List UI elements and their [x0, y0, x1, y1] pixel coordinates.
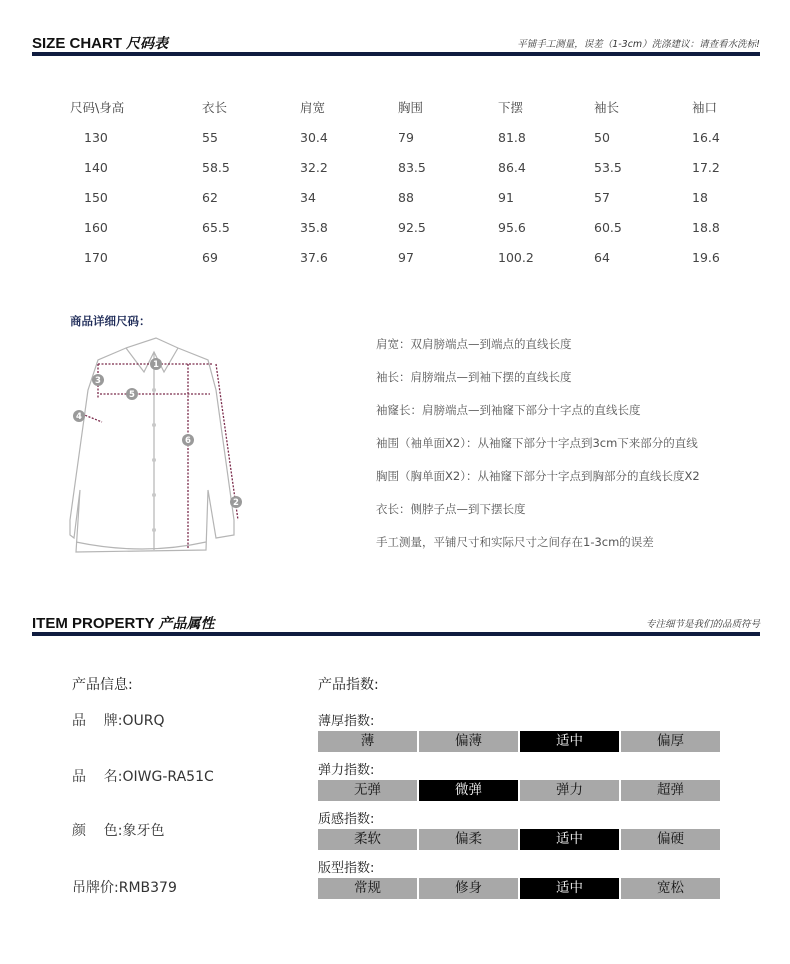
table-cell: 35.8	[300, 219, 328, 235]
table-cell: 16.4	[692, 129, 720, 145]
table-cell: 88	[398, 189, 414, 205]
description-cuff: 袖围（袖单面X2）：从袖窿下部分十字点到3cm下来部分的直线	[376, 436, 698, 450]
table-cell: 170	[84, 249, 108, 265]
column-header: 袖口	[692, 100, 718, 115]
size-chart-note: 平铺手工测量，误差（1-3cm）洗涤建议：请查看水洗标!	[517, 39, 760, 50]
thickness-index-label: 薄厚指数:	[318, 714, 375, 729]
index-option: 超弹	[621, 780, 720, 801]
table-cell: 19.6	[692, 249, 720, 265]
table-cell: 140	[84, 159, 108, 175]
size-chart-title-cn: 尺码表	[126, 36, 168, 52]
table-cell: 58.5	[202, 159, 230, 175]
table-cell: 79	[398, 129, 414, 145]
info-brand	[72, 710, 165, 730]
column-header: 下摆	[498, 100, 524, 115]
texture-index-scale	[318, 829, 720, 850]
index-option: 适中	[520, 829, 619, 850]
table-cell: 92.5	[398, 219, 426, 235]
item-property-title-cn: 产品属性	[158, 616, 215, 632]
index-option: 偏厚	[621, 731, 720, 752]
table-cell: 160	[84, 219, 108, 235]
table-cell: 17.2	[692, 159, 720, 175]
table-cell: 62	[202, 189, 218, 205]
table-row	[70, 152, 732, 182]
table-cell: 55	[202, 129, 218, 145]
shirt-measurement-diagram	[68, 330, 258, 560]
header-divider	[32, 52, 760, 56]
info-value: 象牙色	[122, 823, 165, 839]
item-property-title	[32, 613, 215, 633]
description-length: 衣长：侧脖子点—到下摆长度	[376, 502, 526, 516]
shirt-button	[152, 493, 156, 497]
marker-1-label: 1	[153, 360, 159, 370]
column-header: 衣长	[202, 100, 228, 115]
info-label: 颜 色:	[72, 823, 123, 839]
index-option: 无弹	[318, 780, 417, 801]
info-color	[72, 820, 165, 840]
table-row	[70, 182, 732, 212]
table-row	[70, 242, 732, 272]
index-option: 常规	[318, 878, 417, 899]
shirt-button	[152, 528, 156, 532]
info-value: RMB379	[118, 880, 177, 896]
index-option: 适中	[520, 878, 619, 899]
description-armhole: 袖窿长：肩膀端点—到袖窿下部分十字点的直线长度	[376, 403, 641, 417]
table-cell: 18.8	[692, 219, 720, 235]
table-cell: 100.2	[498, 249, 534, 265]
table-cell: 95.6	[498, 219, 526, 235]
shirt-outline	[70, 338, 234, 552]
header-divider	[32, 632, 760, 636]
index-option: 薄	[318, 731, 417, 752]
item-property-title-en: ITEM PROPERTY	[32, 615, 155, 632]
size-chart-header	[32, 30, 760, 56]
texture-index-label: 质感指数:	[318, 812, 375, 827]
index-option: 偏柔	[419, 829, 518, 850]
measurement-descriptions	[376, 336, 700, 567]
column-header: 胸围	[398, 100, 424, 115]
info-label: 吊牌价:	[72, 880, 119, 896]
info-tag-price	[72, 877, 177, 897]
item-property-note: 专注细节是我们的品质符号	[645, 619, 760, 630]
table-cell: 37.6	[300, 249, 328, 265]
table-cell: 81.8	[498, 129, 526, 145]
shirt-button	[152, 423, 156, 427]
description-chest: 胸围（胸单面X2）：从袖窿下部分十字点到胸部分的直线长度X2	[376, 469, 700, 483]
elasticity-index-label: 弹力指数:	[318, 763, 375, 778]
marker-3-label: 3	[95, 376, 101, 386]
column-header: 尺码\身高	[70, 100, 125, 115]
table-cell: 130	[84, 129, 108, 145]
column-header: 肩宽	[300, 100, 326, 115]
table-cell: 32.2	[300, 159, 328, 175]
description-error-note: 手工测量，平铺尺寸和实际尺寸之间存在1-3cm的误差	[376, 535, 654, 549]
table-cell: 91	[498, 189, 514, 205]
shirt-button	[152, 458, 156, 462]
elasticity-index-scale	[318, 780, 720, 801]
table-cell: 18	[692, 189, 708, 205]
table-cell: 57	[594, 189, 610, 205]
table-row	[70, 212, 732, 242]
size-chart-title-en: SIZE CHART	[32, 35, 122, 52]
detail-size-title: 商品详细尺码：	[70, 314, 151, 328]
fit-index-label: 版型指数:	[318, 861, 375, 876]
shirt-hem	[76, 542, 206, 549]
table-cell: 97	[398, 249, 414, 265]
marker-6-label: 6	[185, 436, 191, 446]
index-option: 偏硬	[621, 829, 720, 850]
marker-2-label: 2	[233, 498, 239, 508]
table-cell: 30.4	[300, 129, 328, 145]
size-chart-title	[32, 33, 168, 53]
table-cell: 86.4	[498, 159, 526, 175]
table-cell: 64	[594, 249, 610, 265]
table-cell: 83.5	[398, 159, 426, 175]
description-sleeve: 袖长：肩膀端点—到袖下摆的直线长度	[376, 370, 572, 384]
table-cell: 65.5	[202, 219, 230, 235]
size-table-header-row	[70, 98, 732, 122]
info-label: 品 牌:	[72, 713, 123, 729]
table-cell: 69	[202, 249, 218, 265]
index-option: 宽松	[621, 878, 720, 899]
table-cell: 34	[300, 189, 316, 205]
thickness-index-scale	[318, 731, 720, 752]
table-cell: 53.5	[594, 159, 622, 175]
table-cell: 150	[84, 189, 108, 205]
index-option: 修身	[419, 878, 518, 899]
marker-5-label: 5	[129, 390, 135, 400]
info-value: OIWG-RA51C	[122, 769, 214, 785]
info-product-name	[72, 766, 214, 786]
table-cell: 50	[594, 129, 610, 145]
fit-index-scale	[318, 878, 720, 899]
info-value: OURQ	[122, 713, 165, 729]
description-shoulder: 肩宽：双肩膀端点—到端点的直线长度	[376, 337, 572, 351]
product-info-title: 产品信息:	[72, 677, 133, 693]
column-header: 袖长	[594, 100, 620, 115]
index-option: 微弹	[419, 780, 518, 801]
size-table	[70, 98, 732, 272]
info-label: 品 名:	[72, 769, 123, 785]
table-cell: 60.5	[594, 219, 622, 235]
index-option: 适中	[520, 731, 619, 752]
marker-4-label: 4	[76, 412, 82, 422]
shirt-button	[152, 388, 156, 392]
table-row	[70, 122, 732, 152]
index-option: 偏薄	[419, 731, 518, 752]
index-option: 柔软	[318, 829, 417, 850]
item-property-header	[32, 610, 760, 636]
index-option: 弹力	[520, 780, 619, 801]
product-index-title: 产品指数:	[318, 677, 379, 693]
